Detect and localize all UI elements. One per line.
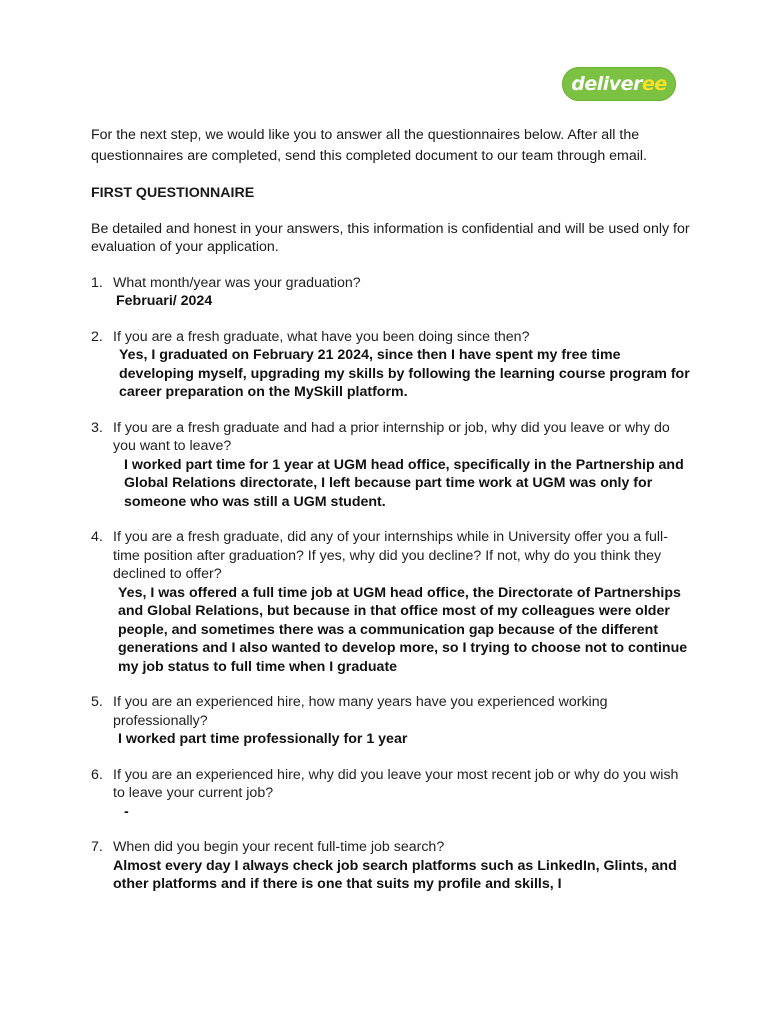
logo-wordmark — [571, 73, 666, 95]
question-text: If you are a fresh graduate, what have you been doing since then? — [113, 328, 530, 345]
question-text: If you are an experienced hire, why did you leave your most recent job or why do you wish to leave your current job? — [113, 766, 679, 801]
question-number: 4. — [91, 529, 103, 545]
answer-text: Almost every day I always check job search platforms such as LinkedIn, Glints, and other platforms and if there is one that suits my profile and skills, I — [113, 857, 677, 892]
answer-text: Februari/ 2024 — [116, 293, 213, 309]
document-body — [91, 125, 691, 911]
question-number: 2. — [91, 328, 103, 345]
question-item — [91, 274, 691, 311]
questionnaire-heading: FIRST QUESTIONNAIRE — [91, 185, 255, 201]
question-item — [91, 419, 691, 512]
question-number: 1. — [91, 274, 103, 291]
question-text: If you are a fresh graduate and had a prior internship or job, why did you leave or why do you want to leave? — [113, 419, 670, 454]
question-item — [91, 766, 691, 822]
question-item — [91, 328, 691, 402]
question-item — [91, 693, 691, 749]
answer-text: Yes, I graduated on February 21 2024, since then I have spent my free time developing myself, upgrading my skills by following the learning course program for career preparation on the MySkill platform. — [119, 347, 690, 400]
question-number: 7. — [91, 839, 103, 855]
question-text: If you are an experienced hire, how many years have you experienced working professionally? — [113, 694, 608, 729]
question-number: 3. — [91, 419, 103, 436]
instructions-paragraph: Be detailed and honest in your answers, this information is confidential and will be used only for evaluation of your application. — [91, 220, 690, 255]
question-text: If you are a fresh graduate, did any of your internships while in University offer you a full-time position after graduation? If yes, why did you decline? If not, why do you think they declined to offer? — [113, 529, 668, 582]
logo-text-accent: ee — [641, 73, 667, 95]
question-number: 5. — [91, 694, 103, 710]
answer-text: Yes, I was offered a full time job at UGM head office, the Directorate of Partnerships and Global Relations, but because in that office most of my colleagues were older people, and sometimes there was a communication gap because of the different generations and I also wanted to develop more, so I trying to choose not to continue my job status to full time when I graduate — [118, 584, 688, 675]
question-number: 6. — [91, 766, 103, 783]
question-item — [91, 838, 691, 894]
deliveree-logo — [562, 67, 676, 101]
answer-text: - — [124, 803, 129, 820]
question-text: When did you begin your recent full-time job search? — [113, 839, 445, 855]
intro-paragraph: For the next step, we would like you to answer all the questionnaires below. After all the questionnaires are completed, send this completed document to our team through email. — [91, 127, 647, 164]
logo-text-main: deliver — [571, 73, 642, 95]
answer-text: I worked part time for 1 year at UGM head office, specifically in the Partnership and Global Relations directorate, I left because part time work at UGM was only for someone who was still a UGM student. — [124, 456, 684, 510]
question-text: What month/year was your graduation? — [113, 274, 361, 291]
question-list — [91, 274, 691, 894]
question-item — [91, 528, 691, 676]
answer-text: I worked part time professionally for 1 year — [118, 731, 408, 747]
